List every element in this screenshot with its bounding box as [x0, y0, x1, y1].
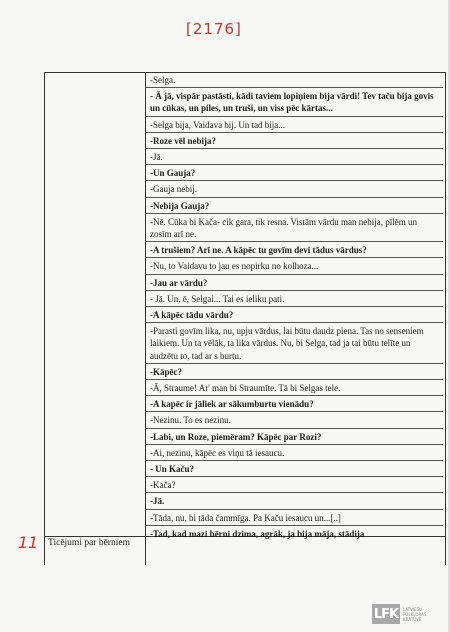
transcript-column [150, 72, 440, 542]
topic-cell-label: Ticējumi par bērniem [48, 538, 130, 548]
informant-line: -Kača? [150, 477, 440, 493]
informant-line: -Nu, to Vaidavu to jau es nopirku no kolhoza... [150, 258, 440, 274]
interviewer-line: -Jau ar vārdu? [150, 275, 440, 291]
logo-caption-line: KRĀTUVE [403, 616, 422, 622]
informant-line: -Jā. [150, 149, 440, 165]
informant-line: -Gauja nebij. [150, 181, 440, 197]
archive-logo [372, 604, 443, 624]
archive-code-stamp: [2176] [186, 20, 242, 38]
column-divider [145, 73, 146, 565]
informant-line: -Ā, Straume! Ar' man bi Straumīte. Tā bi Selgas tele. [150, 380, 440, 396]
lfk-logo-mark: LFK [372, 604, 400, 624]
interviewer-line: -Jā. [150, 493, 440, 509]
informant-line: -Nezinu. To es nezinu. [150, 412, 440, 428]
interviewer-line: - Un Kaču? [150, 461, 440, 477]
interviewer-line: -Kāpēc? [150, 364, 440, 380]
informant-line: -Nē. Cūka bi Kača- cik gara, tik resna. Vistām vārdu man nebija, pīlēm un zosīm arī ne. [150, 214, 440, 242]
interviewer-line: -Un Gauja? [150, 165, 440, 181]
interviewer-line: -A kāpēc tādu vārdu? [150, 307, 440, 323]
interviewer-line: -Tad, kad mazi bērni dzima, agrāk, ja bija māja, stādija [150, 528, 365, 539]
informant-line: -Ai, nezinu, kāpēc es viņu tā iesaucu. [150, 445, 440, 461]
logo-caption [403, 607, 443, 622]
informant-line: -Selga bija, Vaidava bij. Un tad bija... [150, 117, 440, 133]
handwritten-row-number: 11 [18, 533, 39, 552]
informant-line: -Tāda, nu, bi tāda čammīga. Pa Kaču iesaucu un...[..] [150, 510, 440, 526]
informant-line: -Parasti govīm lika, nu, upju vārdus, lai būtu daudz piena. Tas no senseniem laikiem. Un ta vēlāk, ta lika vārdus. Nu, bi Selga, tad ja tai būtu telīte un audzētu to, tad ar s burtu. [150, 323, 440, 364]
interviewer-line: -Nebija Gauja? [150, 198, 440, 214]
logo-caption-line: LATVIEŠU [403, 606, 423, 612]
interviewer-line: -Labi, un Roze, piemēram? Kāpēc par Rozi? [150, 429, 440, 445]
informant-line: -Selga. [150, 72, 440, 88]
logo-caption-line: FOLKLORAS [403, 611, 427, 617]
interviewer-line: -A trušiem? Arī ne. A kāpēc tu govīm devi tādus vārdus? [150, 242, 440, 258]
interviewer-line: -Roze vēl nebija? [150, 133, 440, 149]
interviewer-line: -A kapēc ir jāliek ar sākumburtu vienādu? [150, 396, 440, 412]
informant-line: - Jā. Un, ē, Selgai... Tai es ieliku pati. [150, 291, 440, 307]
interviewer-line: - Ā jā, vispār pastāsti, kādi taviem lopiņiem bija vārdi! Tev taču bija govis un cūkas, un piles, un truši, un viss pēc kārtas... [150, 88, 440, 116]
